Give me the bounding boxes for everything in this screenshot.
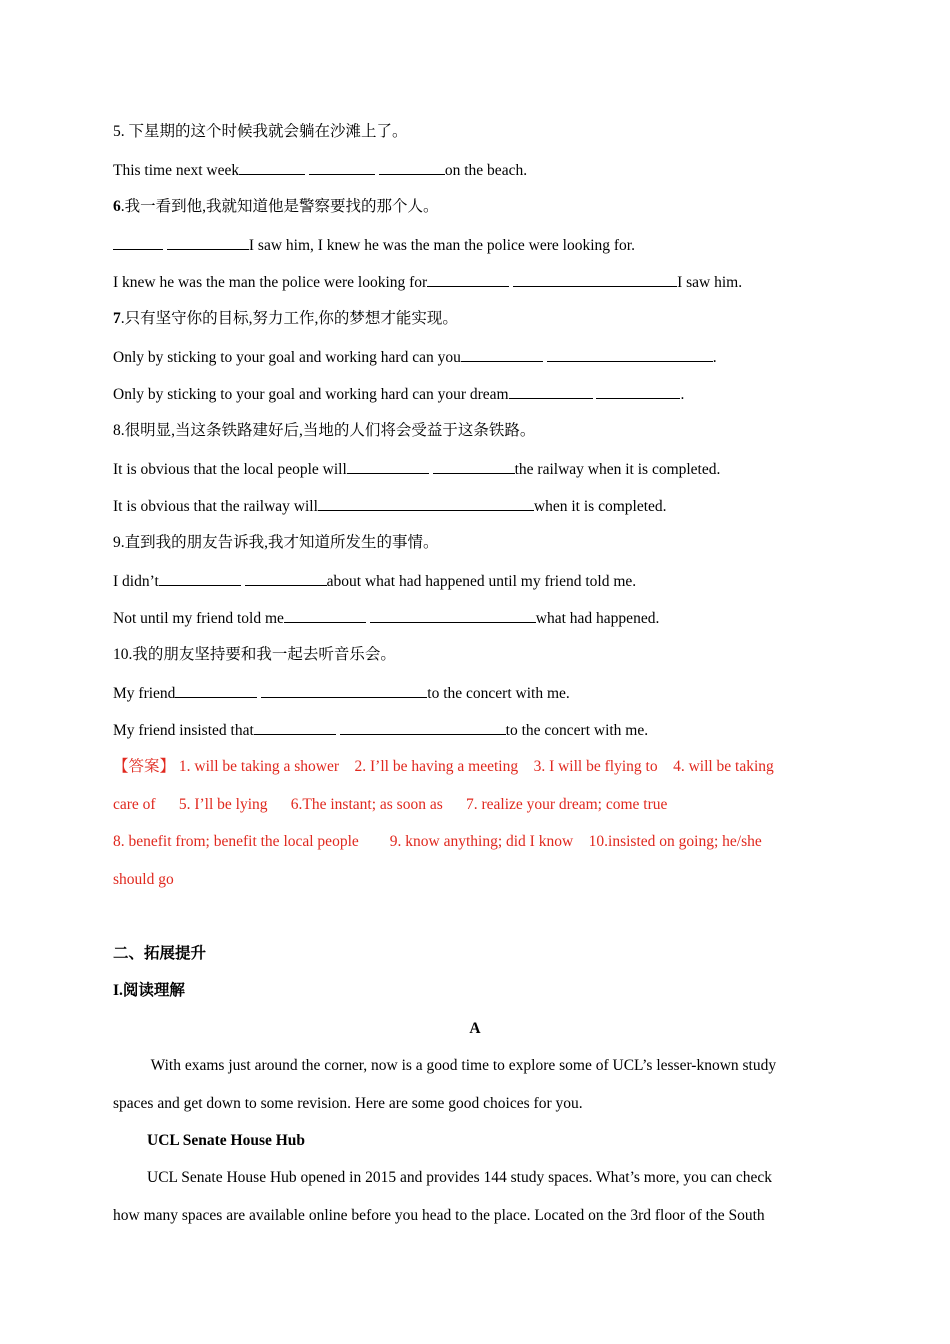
- blank[interactable]: [379, 160, 445, 175]
- answer-text-1: 1. will be taking a shower 2. I’ll be having a meeting 3. I will be flying to 4. will be taking: [175, 758, 774, 775]
- q7-prompt-text: .只有坚守你的目标,努力工作,你的梦想才能实现。: [120, 310, 458, 327]
- para1-line-2: spaces and get down to some revision. Here are some good choices for you.: [113, 1095, 583, 1112]
- q6-prompt: [113, 197, 439, 217]
- q7-s2-post: .: [680, 386, 685, 403]
- q5-sentence-1: [113, 160, 527, 181]
- q5-s1-post: on the beach.: [444, 162, 528, 179]
- blank[interactable]: [347, 459, 429, 474]
- blank[interactable]: [167, 235, 249, 250]
- q6-sentence-2: [113, 272, 742, 293]
- q7-sentence-2: [113, 384, 684, 405]
- blank[interactable]: [309, 160, 375, 175]
- blank[interactable]: [284, 608, 366, 623]
- blank[interactable]: [340, 720, 506, 735]
- q6-number: 6: [113, 198, 121, 215]
- q8-sentence-2: [113, 496, 667, 517]
- q6-sentence-1: [113, 235, 635, 256]
- q8-s2-post: when it is completed.: [533, 498, 667, 515]
- q6-s1-post: I saw him, I knew he was the man the police were looking for.: [248, 237, 635, 254]
- section-heading: 二、拓展提升: [113, 945, 207, 962]
- blank[interactable]: [433, 459, 515, 474]
- passage-subheading: UCL Senate House Hub: [147, 1132, 306, 1149]
- q10-s1-post: to the concert with me.: [427, 685, 570, 702]
- para2-line-2: how many spaces are available online before you head to the place. Located on the 3rd floor of the South: [113, 1207, 765, 1224]
- q8-sentence-1: [113, 459, 720, 480]
- blank[interactable]: [513, 272, 677, 287]
- q7-s2-pre: Only by sticking to your goal and working hard can your dream: [113, 386, 509, 403]
- q10-prompt: 10.我的朋友坚持要和我一起去听音乐会。: [113, 646, 396, 663]
- q9-prompt: 9.直到我的朋友告诉我,我才知道所发生的事情。: [113, 534, 439, 551]
- q7-s1-post: .: [712, 349, 717, 366]
- answer-label: 【答案】: [113, 758, 176, 775]
- blank[interactable]: [509, 384, 593, 399]
- q9-s2-post: what had happened.: [535, 610, 660, 627]
- blank[interactable]: [254, 720, 336, 735]
- blank[interactable]: [370, 608, 536, 623]
- blank[interactable]: [461, 347, 543, 362]
- q8-s1-post: the railway when it is completed.: [514, 461, 721, 478]
- q8-prompt: 8.很明显,当这条铁路建好后,当地的人们将会受益于这条铁路。: [113, 422, 536, 439]
- q8-s2-pre: It is obvious that the railway will: [113, 498, 318, 515]
- blank[interactable]: [547, 347, 713, 362]
- blank[interactable]: [427, 272, 509, 287]
- q7-s1-pre: Only by sticking to your goal and working hard can you: [113, 349, 461, 366]
- section-subheading: I.阅读理解: [113, 982, 185, 999]
- q7-sentence-1: [113, 347, 717, 368]
- blank[interactable]: [318, 496, 534, 511]
- para2-line-1: UCL Senate House Hub opened in 2015 and provides 144 study spaces. What’s more, you can check: [147, 1169, 773, 1186]
- q8-s1-pre: It is obvious that the local people will: [113, 461, 347, 478]
- answer-line-3: 8. benefit from; benefit the local people 9. know anything; did I know 10.insisted on going; he/she: [113, 833, 762, 850]
- q6-s2-pre: I knew he was the man the police were looking for: [113, 274, 428, 291]
- q5-prompt: 5. 下星期的这个时候我就会躺在沙滩上了。: [113, 123, 408, 140]
- blank[interactable]: [159, 571, 241, 586]
- answer-line-4: should go: [113, 871, 174, 888]
- blank[interactable]: [261, 683, 427, 698]
- q9-s1-pre: I didn’t: [113, 573, 159, 590]
- q9-s1-post: about what had happened until my friend told me.: [326, 573, 637, 590]
- q9-sentence-1: [113, 571, 636, 592]
- q10-sentence-2: [113, 720, 648, 741]
- q6-prompt-text: .我一看到他,我就知道他是警察要找的那个人。: [120, 198, 439, 215]
- blank[interactable]: [175, 683, 257, 698]
- q7-number: 7: [113, 310, 121, 327]
- q9-s2-pre: Not until my friend told me: [113, 610, 284, 627]
- answer-line-2: care of 5. I’ll be lying 6.The instant; as soon as 7. realize your dream; come true: [113, 796, 668, 813]
- q7-prompt: [113, 309, 458, 329]
- blank[interactable]: [596, 384, 680, 399]
- q10-s1-pre: My friend: [113, 685, 176, 702]
- q5-s1-pre: This time next week: [113, 162, 240, 179]
- q9-sentence-2: [113, 608, 659, 629]
- blank[interactable]: [113, 235, 163, 250]
- q10-s2-post: to the concert with me.: [505, 722, 649, 739]
- passage-label: A: [469, 1020, 481, 1037]
- blank[interactable]: [245, 571, 327, 586]
- q10-sentence-1: [113, 683, 570, 704]
- q6-s2-post: I saw him.: [677, 274, 743, 291]
- answer-line-1: [113, 757, 774, 777]
- blank[interactable]: [239, 160, 305, 175]
- q10-s2-pre: My friend insisted that: [113, 722, 254, 739]
- para1-line-1: With exams just around the corner, now is a good time to explore some of UCL’s lesser-known study: [147, 1057, 777, 1074]
